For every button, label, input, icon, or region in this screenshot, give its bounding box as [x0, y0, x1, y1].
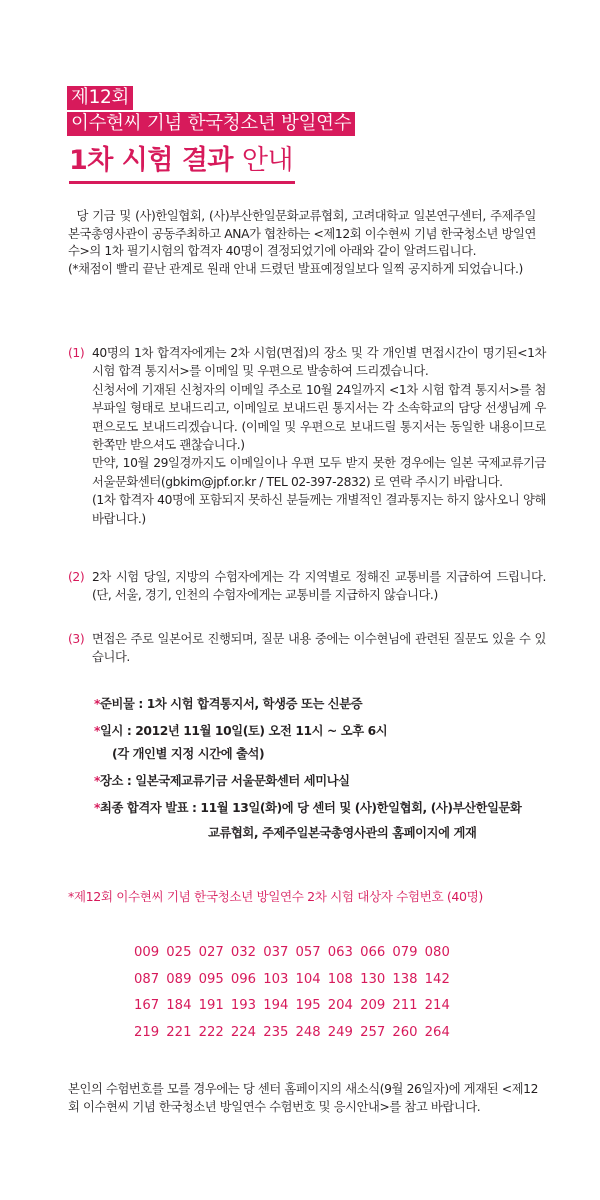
- candidate-number: 108: [327, 971, 353, 987]
- candidate-number: 184: [166, 998, 192, 1013]
- detail-place: *장소 : 일본국제교류기금 서울문화센터 세미나실: [94, 774, 350, 788]
- detail-final: *최종 합격자 발표 : 11월 13일(화)에 당 센터 및 (사)한일협회, (사)부산한일문화: [94, 801, 522, 815]
- candidate-number: 138: [392, 971, 418, 987]
- candidate-number: 167: [134, 998, 160, 1013]
- item-paragraph: (1차 합격자 40명에 포함되지 못하신 분들께는 개별적인 결과통지는 하지 않사오니 양해바랍니다.): [92, 493, 546, 526]
- page-title-bold: 1차 시험 결과: [69, 145, 233, 176]
- page-title-light: 안내: [241, 145, 294, 176]
- candidate-number: 025: [166, 945, 192, 960]
- candidate-number: 235: [263, 1024, 289, 1040]
- candidate-row: [134, 971, 457, 989]
- candidate-number: 219: [134, 1024, 160, 1040]
- candidate-number: 063: [327, 945, 353, 960]
- candidate-number: 009: [134, 945, 160, 960]
- candidate-row: [134, 944, 457, 962]
- item-paragraph: 2차 시험 당일, 지방의 수험자에게는 각 지역별로 정해진 교통비를 지급하여 드립니다. (단, 서울, 경기, 인천의 수험자에게는 교통비를 지급하지 않습니다.): [92, 570, 546, 603]
- candidate-number: 194: [263, 998, 289, 1013]
- candidate-number: 222: [198, 1024, 224, 1040]
- candidate-number: 224: [230, 1024, 257, 1040]
- candidate-number: 096: [230, 971, 257, 987]
- candidate-number: 221: [166, 1024, 192, 1040]
- notice-item-3: [68, 630, 546, 667]
- item-paragraph: 면접은 주로 일본어로 진행되며, 질문 내용 중에는 이수현님에 관련된 질문도 있을 수 있습니다.: [92, 632, 546, 665]
- candidate-number: 142: [424, 971, 450, 987]
- detail-date: *일시 : 2012년 11월 10일(토) 오전 11시 ~ 오후 6시: [94, 724, 388, 738]
- candidate-number: 079: [392, 945, 418, 960]
- intro-note: (*채점이 빨리 끝난 관계로 원래 안내 드렸던 발표예정일보다 일찍 공지하게 되었습니다.): [68, 261, 523, 276]
- item-number: (1): [68, 346, 85, 360]
- candidate-number: 032: [230, 945, 257, 960]
- detail-date-note: (각 개인별 지정 시간에 출석): [112, 747, 265, 761]
- intro-paragraph: 당 기금 및 (사)한일협회, (사)부산한일문화교류협회, 고려대학교 일본연구센터, 주제주일본국총영사관이 공동주최하고 ANA가 협찬하는 <제12회 이수현씨 기념 한국청소년 방일연수>의 1차 필기시험의 합격자 40명이 결정되었기에 아래와 같이 알려드립니다.: [68, 209, 537, 259]
- candidate-number: 214: [424, 998, 450, 1013]
- candidate-number: 095: [198, 971, 224, 987]
- candidate-number: 264: [424, 1024, 450, 1040]
- item-paragraph: 만약, 10월 29일경까지도 이메일이나 우편 모두 받지 못한 경우에는 일본 국제교류기금 서울문화센터(gbkim@jpf.or.kr / TEL 02-397-2832) 로 연락 주시기 바랍니다.: [92, 456, 546, 489]
- title-edition: 제12회: [67, 86, 133, 110]
- title-program: 이수현씨 기념 한국청소년 방일연수: [67, 112, 355, 136]
- detail-prep: *준비물 : 1차 시험 합격통지서, 학생증 또는 신분증: [94, 697, 363, 711]
- candidate-number: 248: [295, 1024, 321, 1040]
- candidate-row: [134, 1024, 457, 1042]
- candidate-number: 103: [263, 971, 289, 987]
- candidate-number: 260: [392, 1024, 418, 1040]
- item-number: (2): [68, 570, 85, 584]
- candidate-number: 037: [263, 945, 289, 960]
- candidate-number: 257: [360, 1024, 386, 1040]
- candidate-number: 204: [327, 998, 353, 1013]
- candidate-number: 087: [134, 971, 160, 987]
- candidate-number: 249: [327, 1024, 353, 1040]
- candidate-number: 130: [360, 971, 386, 987]
- notice-item-1: [68, 344, 546, 528]
- candidate-number: 193: [230, 998, 257, 1013]
- candidate-number: 191: [198, 998, 224, 1013]
- notice-item-2: [68, 568, 546, 605]
- candidate-number: 057: [295, 945, 321, 960]
- candidate-number: 195: [295, 998, 321, 1013]
- footer-note: 본인의 수험번호를 모를 경우에는 당 센터 홈페이지의 새소식(9월 26일자)에 게재된 <제12회 이수현씨 기념 한국청소년 방일연수 수험번호 및 응시안내>를 참고 바랍니다.: [68, 1082, 538, 1114]
- candidate-number: 080: [424, 945, 450, 960]
- candidate-number: 027: [198, 945, 224, 960]
- candidate-number: 104: [295, 971, 321, 987]
- candidate-number: 209: [360, 998, 386, 1013]
- item-paragraph: 신청서에 기재된 신청자의 이메일 주소로 10월 24일까지 <1차 시험 합격 통지서>를 첨부파일 형태로 보내드리고, 이메일로 보내드린 통지서는 각 소속학교의 담당 선생님께 우편으로도 보내드리겠습니다. (이메일 및 우편으로 보내드릴 통지서는 동일한 내용이므로 한쪽만 받으셔도 괜찮습니다.): [92, 382, 546, 453]
- candidate-row: [134, 997, 457, 1015]
- candidate-number: 211: [392, 998, 418, 1013]
- candidates-title: *제12회 이수현씨 기념 한국청소년 방일연수 2차 시험 대상자 수험번호 (40명): [68, 889, 483, 904]
- item-number: (3): [68, 632, 85, 646]
- candidate-number: 066: [360, 945, 386, 960]
- candidate-number: 089: [166, 971, 192, 987]
- page-title: [69, 141, 295, 184]
- intro-section: [68, 208, 536, 278]
- item-paragraph: 40명의 1차 합격자에게는 2차 시험(면접)의 장소 및 각 개인별 면접시간이 명기된<1차 시험 합격 통지서>를 이메일 및 우편으로 발송하여 드리겠습니다.: [92, 346, 546, 379]
- detail-final-cont: 교류협회, 주제주일본국총영사관의 홈페이지에 게재: [208, 826, 477, 840]
